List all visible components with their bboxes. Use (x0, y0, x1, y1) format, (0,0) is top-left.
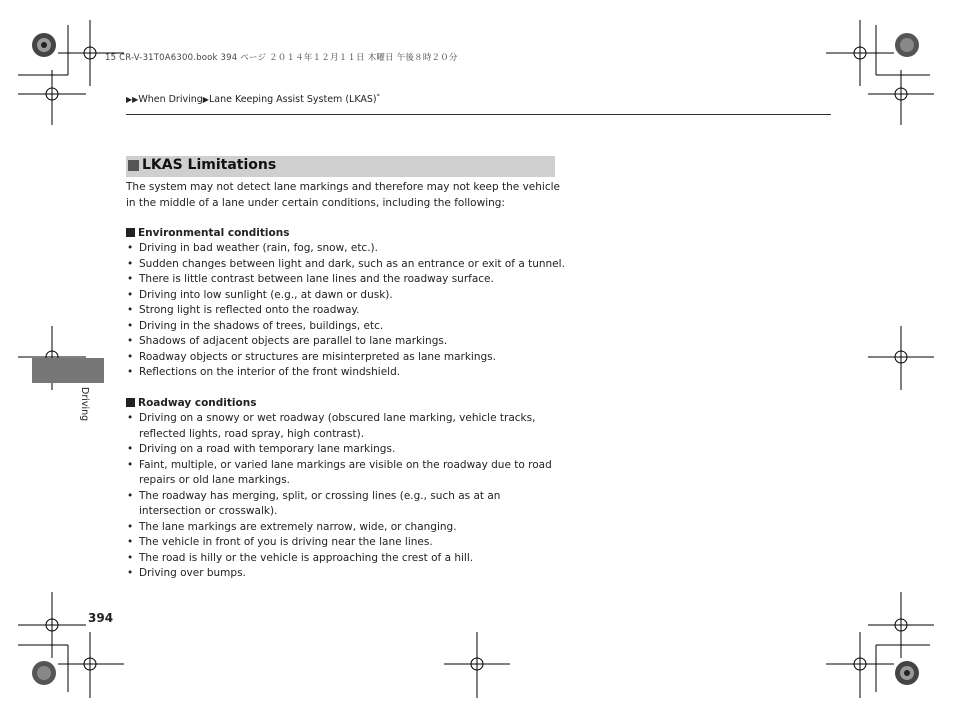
breadcrumb (126, 93, 380, 105)
section-title: LKAS Limitations (142, 157, 277, 173)
square-bullet-icon (126, 228, 135, 237)
environmental-heading (126, 227, 289, 239)
section-intro: The system may not detect lane markings and therefore may not keep the vehicle in the middle of a lane under certain conditions, including the following: (126, 181, 560, 209)
list-item: • Faint, multiple, or varied lane markings are visible on the roadway due to road repairs or old lane markings. (126, 458, 566, 489)
roadway-heading (126, 397, 256, 409)
list-item: • The vehicle in front of you is driving near the lane lines. (126, 535, 566, 551)
print-meta-line: 15 CR-V-31T0A6300.book 394 ページ ２０１４年１２月１１日 木曜日 午後８時２０分 (105, 53, 458, 63)
list-item: • Driving over bumps. (126, 566, 566, 582)
roadway-heading-text: Roadway conditions (138, 397, 257, 409)
page-number: 394 (88, 611, 114, 625)
list-item: • Driving on a snowy or wet roadway (obscured lane marking, vehicle tracks, reflected lights, road spray, high contrast). (126, 411, 566, 442)
chapter-side-label-text: Driving (79, 387, 90, 422)
list-item: • Driving in the shadows of trees, buildings, etc. (126, 319, 566, 335)
breadcrumb-arrow-icon: ▶ (202, 95, 209, 105)
list-item: • The road is hilly or the vehicle is approaching the crest of a hill. (126, 551, 566, 567)
list-item: • Driving in bad weather (rain, fog, snow, etc.). (126, 241, 566, 257)
list-item: • Reflections on the interior of the front windshield. (126, 365, 566, 381)
list-item: • The lane markings are extremely narrow, wide, or changing. (126, 520, 566, 536)
list-item: • Strong light is reflected onto the roadway. (126, 303, 566, 319)
list-item: • There is little contrast between lane lines and the roadway surface. (126, 272, 566, 288)
breadcrumb-part-lkas: Lane Keeping Assist System (LKAS) (208, 94, 377, 106)
section-header-bar (126, 156, 555, 177)
chapter-side-label (79, 387, 90, 421)
list-item: • Driving on a road with temporary lane markings. (126, 442, 566, 458)
environmental-heading-text: Environmental conditions (138, 227, 290, 239)
square-bullet-icon (128, 160, 139, 171)
list-item: • Driving into low sunlight (e.g., at dawn or dusk). (126, 288, 566, 304)
list-item: • Roadway objects or structures are misinterpreted as lane markings. (126, 350, 566, 366)
list-item: • Shadows of adjacent objects are parallel to lane markings. (126, 334, 566, 350)
square-bullet-icon (126, 398, 135, 407)
list-item: • Sudden changes between light and dark, such as an entrance or exit of a tunnel. (126, 257, 566, 273)
breadcrumb-asterisk: * (376, 93, 380, 100)
roadway-list (126, 411, 566, 582)
breadcrumb-arrow-icon: ▶▶ (126, 95, 139, 105)
chapter-side-tab (32, 358, 104, 383)
header-rule (126, 114, 831, 115)
breadcrumb-part-when-driving: When Driving (138, 94, 203, 106)
environmental-list (126, 241, 566, 381)
list-item: • The roadway has merging, split, or crossing lines (e.g., such as at an intersection or crosswalk). (126, 489, 566, 520)
